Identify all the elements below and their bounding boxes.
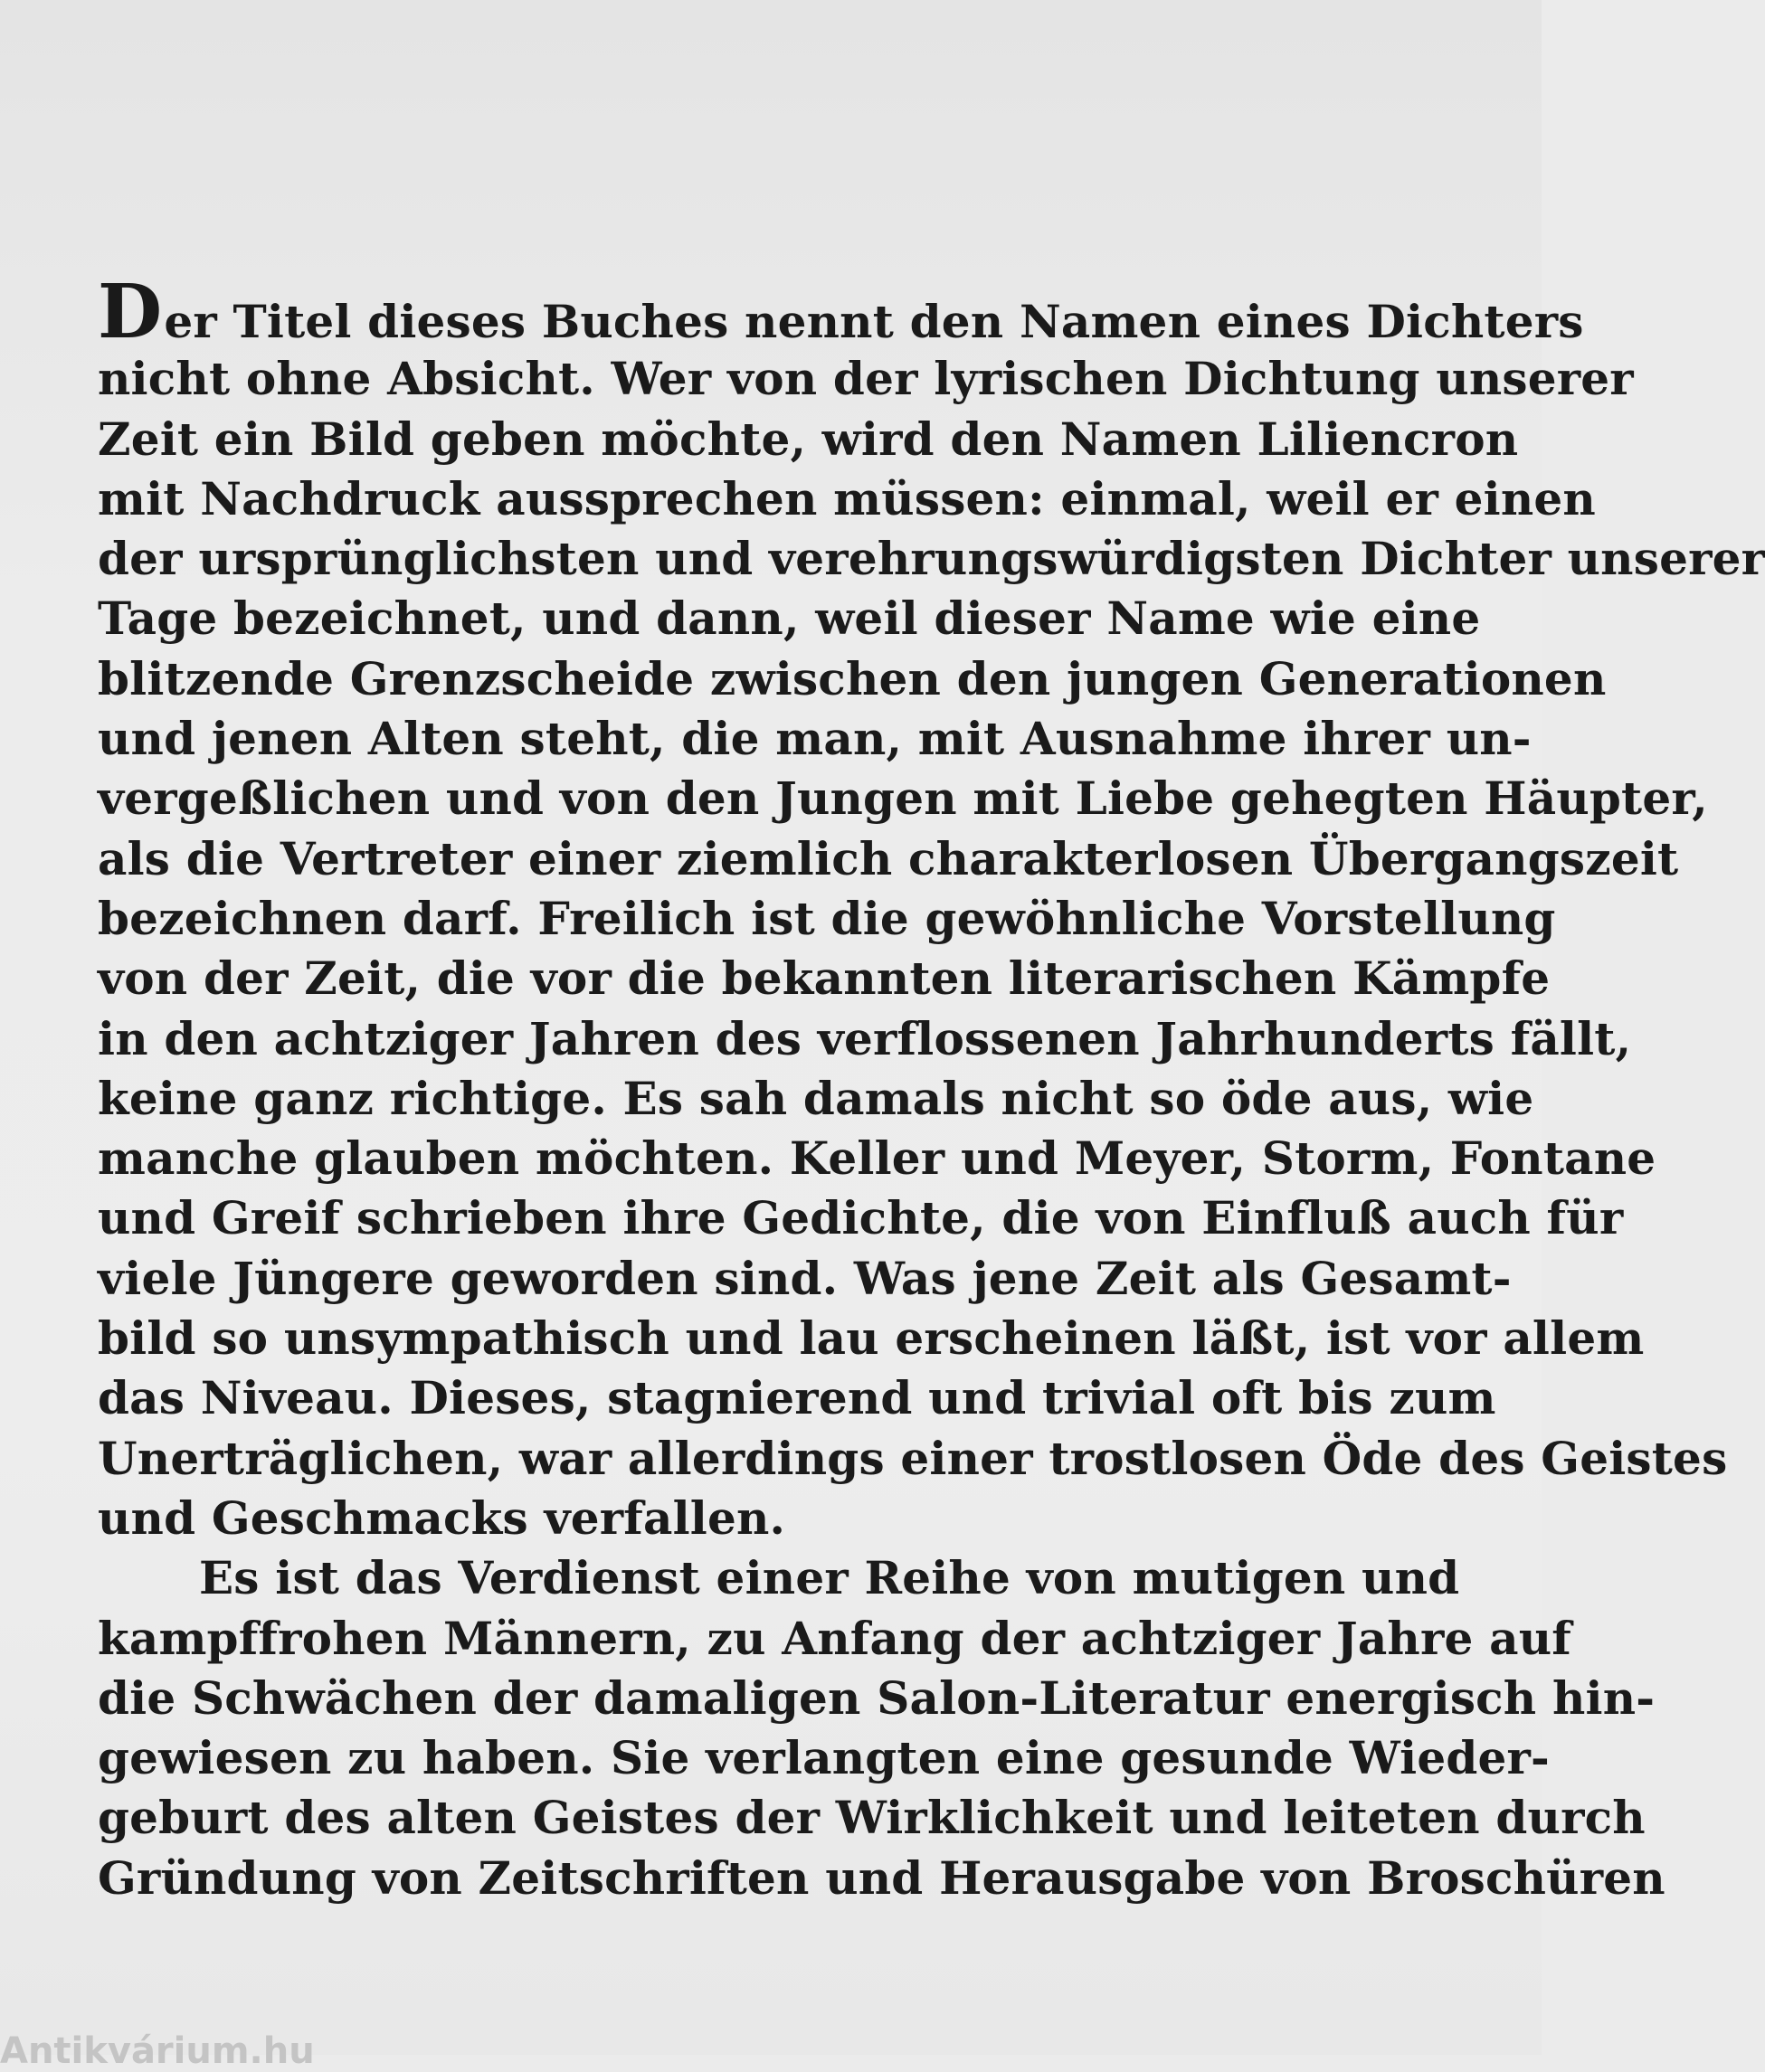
line-text: er Titel dieses Buches nennt den Namen eines Dichters [164,295,1584,348]
text-line: keine ganz richtige. Es sah damals nicht so öde aus, wie [98,1071,1534,1125]
text-line: als die Vertreter einer ziemlich charakterlosen Übergangszeit [98,831,1679,885]
text-line: Tage bezeichnet, und dann, weil dieser Name wie eine [98,591,1481,646]
text-line: geburt des alten Geistes der Wirklichkeit und leiteten durch [98,1791,1646,1845]
text-line: bild so unsympathisch und lau erscheinen läßt, ist vor allem [98,1311,1645,1366]
text-line: von der Zeit, die vor die bekannten literarischen Kämpfe [98,951,1551,1006]
text-line: nicht ohne Absicht. Wer von der lyrischen Dichtung unserer [98,352,1634,406]
text-line: Zeit ein Bild geben möchte, wird den Namen Liliencron [98,412,1519,466]
drop-cap: D [98,269,163,355]
watermark: Antikvárium.hu [0,2030,315,2072]
text-line: das Niveau. Dieses, stagnierend und trivial oft bis zum [98,1371,1496,1425]
text-line: gewiesen zu haben. Sie verlangten eine gesunde Wieder- [98,1731,1551,1785]
text-line: Es ist das Verdienst einer Reihe von mutigen und [199,1551,1460,1605]
text-line: der ursprünglichsten und verehrungswürdigsten Dichter unserer [98,532,1765,586]
text-line: bezeichnen darf. Freilich ist die gewöhnliche Vorstellung [98,891,1556,945]
text-line: manche glauben möchten. Keller und Meyer, Storm, Fontane [98,1131,1656,1186]
text-line: mit Nachdruck aussprechen müssen: einmal, weil er einen [98,471,1596,525]
text-line: in den achtziger Jahren des verflossenen Jahrhunderts fällt, [98,1011,1632,1065]
text-line: kampffrohen Männern, zu Anfang der achtziger Jahre auf [98,1611,1571,1665]
text-line: Gründung von Zeitschriften und Herausgabe von Broschüren [98,1850,1665,1905]
text-line: und Geschmacks verfallen. [98,1490,786,1545]
text-line: und jenen Alten steht, die man, mit Ausnahme ihrer un- [98,712,1532,766]
text-line: viele Jüngere geworden sind. Was jene Zeit als Gesamt- [98,1251,1512,1305]
text-line: blitzende Grenzscheide zwischen den jungen Generationen [98,651,1607,705]
text-line: vergeßlichen und von den Jungen mit Liebe gehegten Häupter, [98,771,1708,826]
text-line: die Schwächen der damaligen Salon-Literatur energisch hin- [98,1670,1656,1725]
text-line: Unerträglichen, war allerdings einer trostlosen Öde des Geistes [98,1431,1728,1485]
page-text [98,269,1765,1908]
text-line [98,269,1584,355]
text-line: und Greif schrieben ihre Gedichte, die von Einfluß auch für [98,1191,1624,1245]
